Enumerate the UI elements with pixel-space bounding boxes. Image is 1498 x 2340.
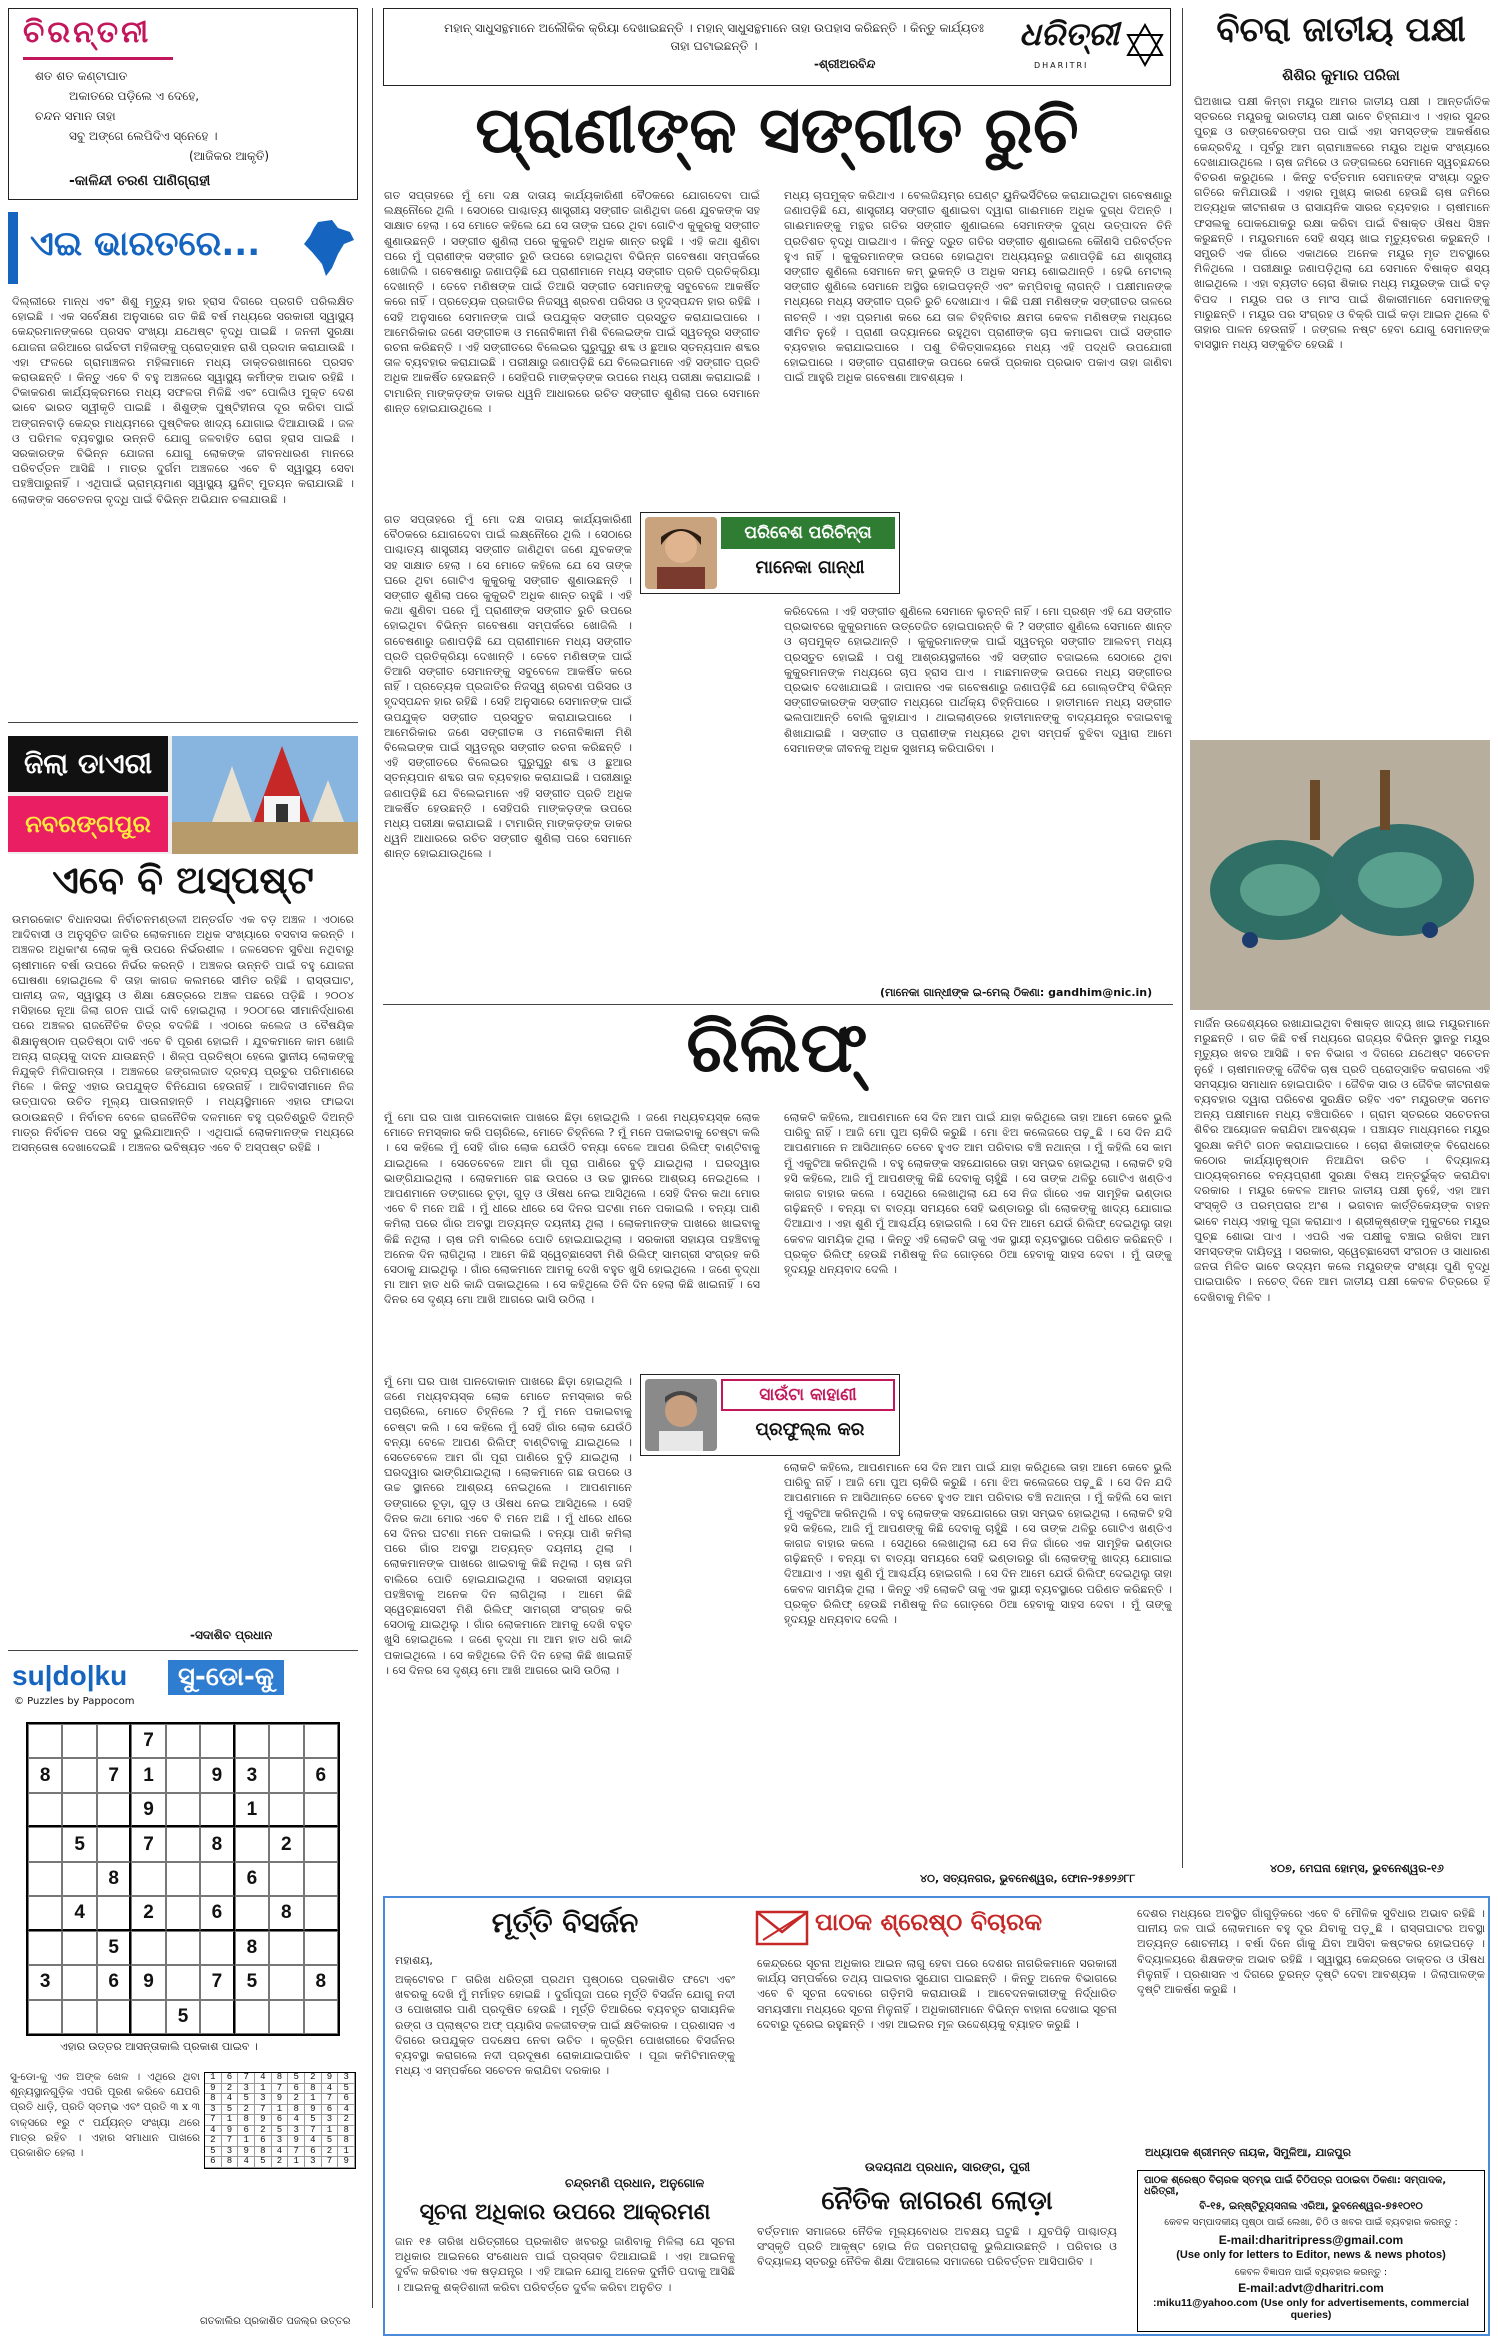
answer-cell: 5 [322, 2136, 339, 2147]
answer-cell: 3 [272, 2136, 289, 2147]
sudoku-cell[interactable] [304, 1724, 338, 1758]
bichara-pakshi-text-2: ମାର୍ଜିନ ଉଦ୍ଦେଶ୍ୟରେ ରଖାଯାଇଥିବା ବିଷାକ୍ତ ଖାଦ୍ୟ ଖାଇ ମୟୂରମାନେ ମରୁଛନ୍ତି । ଗତ କିଛି ବର୍ଷ ମଧ୍ୟରେ ରାଜ୍ୟର ବିଭିନ୍ନ ସ୍ଥାନରୁ ମୟୂର ମୃତ୍ୟୁର ଖବର ଆସିଛି । ବନ ବିଭାଗ ଏ ଦିଗରେ ଯଥେଷ୍ଟ ସଚେତନ ନୁହେଁ । ଚାଷୀମାନଙ୍କୁ ଜୈବିକ ଚାଷ ପ୍ରତି ପ୍ରୋତ୍ସାହିତ କରାଗଲେ ଏହି ସମସ୍ୟାର ସମାଧାନ ହୋଇପାରିବ । ଜୈବିକ ସାର ଓ ଜୈବିକ କୀଟନାଶକ ବ୍ୟବହାର ଦ୍ୱାରା ପରିବେଶ ସୁରକ୍ଷିତ ରହିବ ଏବଂ ମୟୂରଙ୍କ ସମେତ ଅନ୍ୟ ପକ୍ଷୀମାନେ ମଧ୍ୟ ବଞ୍ଚିପାରିବେ । ଗ୍ରାମ ସ୍ତରରେ ସଚେତନତା ଶିବିର ଆୟୋଜନ କରାଯିବା ଆବଶ୍ୟକ । ପଞ୍ଚାୟତ ମାଧ୍ୟମରେ ମୟୂର ସୁରକ୍ଷା କମିଟି ଗଠନ କରାଯାଇପାରେ । ଚୋରା ଶିକାରୀଙ୍କ ବିରୋଧରେ କଠୋର କାର୍ଯ୍ୟାନୁଷ୍ଠାନ ନିଆଯିବା ଉଚିତ । ବିଦ୍ୟାଳୟ ପାଠ୍ୟକ୍ରମରେ ବନ୍ୟପ୍ରାଣୀ ସୁରକ୍ଷା ବିଷୟ ଅନ୍ତର୍ଭୁକ୍ତ କରାଯିବା ଦରକାର । ମୟୂର କେବଳ ଆମର ଜାତୀୟ ପକ୍ଷୀ ନୁହେଁ, ଏହା ଆମ ସଂସ୍କୃତି ଓ ପରମ୍ପରାର ଅଂଶ । ଭଗବାନ କାର୍ତ୍ତିକେୟଙ୍କ ବାହନ ଭାବେ ମଧ୍ୟ ଏହାକୁ ପୂଜା କରାଯାଏ । ଶ୍ରୀକୃଷ୍ଣଙ୍କ ମୁକୁଟରେ ମୟୂର ପୁଚ୍ଛ ଶୋଭା ପାଏ । ଏପରି ଏକ ପକ୍ଷୀକୁ ବଞ୍ଚାଇ ରଖିବା ଆମ ସମସ୍ତଙ୍କ ଦାୟିତ୍ୱ । ସରକାର, ସ୍ୱେଚ୍ଛାସେବୀ ସଂଗଠନ ଓ ସାଧାରଣ ଜନତା ମିଳିତ ଭାବେ ଉଦ୍ୟମ କଲେ ମୟୂରଙ୍କ ସଂଖ୍ୟା ପୁଣି ବୃଦ୍ଧି ପାଇପାରିବ । ନଚେତ୍ ଦିନେ ଆମ ଜାତୀୟ ପକ୍ଷୀ କେବଳ ଚିତ୍ରରେ ହିଁ ଦେଖିବାକୁ ମିଳିବ । [1194, 1017, 1490, 1304]
masthead-logo: ଧରିତ୍ରୀ [1019, 15, 1119, 53]
sudoku-cell[interactable]: 3 [235, 1758, 269, 1792]
answer-cell: 2 [238, 2105, 255, 2116]
sudoku-cell[interactable] [269, 2000, 303, 2034]
sudoku-cell[interactable] [269, 1965, 303, 1999]
sudoku-cell[interactable] [62, 1793, 96, 1827]
right-letters-author: ଅଧ୍ୟାପକ ଶ୍ରୀମନ୍ତ ନାୟକ, ସିମୁଳିଆ, ଯାଜପୁର [1145, 2146, 1351, 2159]
sudoku-cell[interactable] [166, 1965, 200, 1999]
jilla-diary-banner [8, 736, 358, 854]
sudoku-cell[interactable]: 8 [304, 1965, 338, 1999]
answer-cell: 9 [288, 2136, 305, 2147]
sudoku-cell[interactable] [200, 1862, 234, 1896]
pranink-sangeet-text-3a: ଗତ ସପ୍ତାହରେ ମୁଁ ମୋ ଦକ୍ଷ ଦାତାୟ କାର୍ଯ୍ୟକାରିଣୀ ବୈଠକରେ ଯୋଗଦେବା ପାଇଁ ଲକ୍ଷ୍ନୌରେ ଥିଲି । ସେଠାରେ ପାଶ୍ଚାତ୍ୟ ଶାସ୍ତ୍ରୀୟ ସଙ୍ଗୀତ ଜାଣିଥିବା ଜଣେ ଯୁବକଙ୍କ ସହ ସାକ୍ଷାତ ହେଲା । ସେ ମୋତେ କହିଲେ ଯେ ସେ ତାଙ୍କ ଘରେ ଥିବା ଗୋଟିଏ କୁକୁରକୁ ସଙ୍ଗୀତ ଶୁଣାଉଛନ୍ତି । ସଙ୍ଗୀତ ଶୁଣିଲା ପରେ କୁକୁରଟି ଅଧିକ ଶାନ୍ତ ରହୁଛି । ଏହି କଥା ଶୁଣିବା ପରେ ମୁଁ ପ୍ରାଣୀଙ୍କ ସଙ୍ଗୀତ ରୁଚି ଉପରେ ହୋଇଥିବା ବିଭିନ୍ନ ଗବେଷଣା ସମ୍ପର୍କରେ ଖୋଜିଲି । ଗବେଷଣାରୁ ଜଣାପଡ଼ିଛି ଯେ ପ୍ରାଣୀମାନେ ମଧ୍ୟ ସଙ୍ଗୀତ ପ୍ରତି ପ୍ରତିକ୍ରିୟା ଦେଖାନ୍ତି । ତେବେ ମଣିଷଙ୍କ ପାଇଁ ତିଆରି ସଙ୍ଗୀତ ସେମାନଙ୍କୁ ସବୁବେଳେ ଆକର୍ଷିତ କରେ ନାହିଁ । ପ୍ରତ୍ୟେକ ପ୍ରଜାତିର ନିଜସ୍ୱ ଶ୍ରବଣ ପରିସର ଓ ହୃଦସ୍ପନ୍ଦନ ହାର ରହିଛି । ସେହି ଅନୁସାରେ ସେମାନଙ୍କ ପାଇଁ ଉପଯୁକ୍ତ ସଙ୍ଗୀତ ପ୍ରସ୍ତୁତ କରାଯାଇପାରେ । ଆମେରିକାର ଜଣେ ସଙ୍ଗୀତଜ୍ଞ ଓ ମନୋବିଜ୍ଞାନୀ ମିଶି ବିଲେଇଙ୍କ ପାଇଁ ସ୍ୱତନ୍ତ୍ର ସଙ୍ଗୀତ ରଚନା କରିଛନ୍ତି । ଏହି ସଙ୍ଗୀତରେ ବିଲେଇର ଘୁରୁଘୁରୁ ଶବ୍ଦ ଓ ଛୁଆର ସ୍ତନ୍ୟପାନ ଶବ୍ଦର ତାଳ ବ୍ୟବହାର କରାଯାଇଛି । ପରୀକ୍ଷାରୁ ଜଣାପଡ଼ିଛି ଯେ ବିଲେଇମାନେ ଏହି ସଙ୍ଗୀତ ପ୍ରତି ଅଧିକ ଆକର୍ଷିତ ହେଉଛନ୍ତି । ସେହିପରି ମାଙ୍କଡ଼ଙ୍କ ଉପରେ ମଧ୍ୟ ପରୀକ୍ଷା କରାଯାଇଛି । ଟାମାରିନ୍ ମାଙ୍କଡ଼ଙ୍କ ଡାକର ଧ୍ୱନି ଆଧାରରେ ରଚିତ ସଙ୍ଗୀତ ଶୁଣିଲା ପରେ ସେମାନେ ଶାନ୍ତ ହୋଇଯାଉଥିଲେ । [384, 513, 632, 861]
contact-email-1-note: (Use only for letters to Editor, news & news photos) [1176, 2249, 1446, 2261]
sudoku-answer-note: ଏହାର ଉତ୍ତର ଆସନ୍ତାକାଲି ପ୍ରକାଶ ପାଇବ । [60, 2040, 258, 2053]
contact-ads-note: କେବଳ ବିଜ୍ଞାପନ ପାଇଁ ବ୍ୟବହାର କରନ୍ତୁ : [1234, 2267, 1388, 2278]
answer-cell: 3 [288, 2126, 305, 2137]
chirantani-line-5: (ଆଜିକର ଆକୃତି) [189, 149, 270, 163]
sudoku-cell[interactable] [304, 1862, 338, 1896]
sudoku-cell[interactable] [235, 2000, 269, 2034]
answer-cell: 6 [322, 2105, 339, 2116]
sudoku-cell[interactable] [269, 1793, 303, 1827]
chirantani-line-3: ଚନ୍ଦନ ସମାନ ତାହା [35, 109, 116, 123]
answer-cell: 6 [305, 2147, 322, 2158]
sudoku-cell[interactable] [131, 1862, 165, 1896]
sudoku-cell[interactable] [62, 1965, 96, 1999]
sudoku-cell[interactable] [97, 1896, 131, 1930]
answer-cell: 4 [272, 2147, 289, 2158]
sudoku-cell[interactable] [62, 2000, 96, 2034]
bichara-pakshi-footer: ୪୦୭, ମେଘନା ହୋମ୍ସ, ଭୁବନେଶ୍ୱର-୧୬ [1270, 1862, 1444, 1875]
sudoku-cell[interactable]: 3 [28, 1965, 62, 1999]
sudoku-brand-en: su|do|ku [12, 1660, 128, 1691]
sudoku-cell[interactable]: 9 [131, 1965, 165, 1999]
sannta-author-box [640, 1374, 900, 1456]
sudoku-cell[interactable] [28, 1896, 62, 1930]
quote-box [383, 8, 1171, 86]
parivesh-tag: ପରିବେଶ ପରିଚିନ୍ତା [721, 517, 895, 549]
sannta-tag: ସାଉଁଟା କାହାଣୀ [721, 1379, 895, 1411]
sudoku-brand-od: ସୁ-ଡୋ-କୁ [168, 1660, 284, 1695]
answer-cell: 6 [272, 2115, 289, 2126]
sudoku-cell[interactable] [166, 1827, 200, 1861]
answer-cell: 1 [288, 2157, 305, 2168]
answer-cell: 7 [238, 2073, 255, 2084]
sudoku-cell[interactable] [166, 1724, 200, 1758]
letters-section [383, 1896, 1490, 2336]
sudoku-cell[interactable] [269, 1724, 303, 1758]
contact-email-2[interactable]: E-mail:advt@dharitri.com [1238, 2281, 1384, 2295]
sudoku-cell[interactable] [304, 1827, 338, 1861]
sudoku-cell[interactable]: 9 [200, 1758, 234, 1792]
naitika-text: ବର୍ତ୍ତମାନ ସମାଜରେ ନୈତିକ ମୂଲ୍ୟବୋଧର ଅବକ୍ଷୟ ଘଟୁଛି । ଯୁବପିଢ଼ି ପାଶ୍ଚାତ୍ୟ ସଂସ୍କୃତି ପ୍ରତି ଆକୃଷ୍ଟ ହୋଇ ନିଜ ପରମ୍ପରାକୁ ଭୁଲିଯାଉଛନ୍ତି । ପରିବାର ଓ ବିଦ୍ୟାଳୟ ସ୍ତରରୁ ନୈତିକ ଶିକ୍ଷା ଦିଆଗଲେ ସମାଜରେ ପରିବର୍ତ୍ତନ ଆସିପାରିବ । [757, 2225, 1117, 2269]
answer-cell: 1 [222, 2115, 239, 2126]
answer-cell: 4 [338, 2105, 355, 2116]
ei-bharatare-banner [8, 212, 368, 284]
sudoku-cell[interactable] [166, 1931, 200, 1965]
relief-title: ରିଲିଫ୍ [686, 1006, 868, 1088]
sudoku-cell[interactable] [200, 1931, 234, 1965]
answer-cell: 7 [322, 2157, 339, 2168]
answer-cell: 2 [338, 2115, 355, 2126]
sannta-author: ପ୍ରଫୁଲ୍ଲ କର [755, 1419, 865, 1440]
answer-cell: 6 [288, 2084, 305, 2095]
answer-cell: 4 [305, 2136, 322, 2147]
answer-cell: 2 [272, 2157, 289, 2168]
sudoku-cell[interactable] [97, 1724, 131, 1758]
jilla-diary-label: ଜିଲା ଡାଏରୀ [8, 736, 168, 792]
sudoku-cell[interactable] [235, 1827, 269, 1861]
answer-cell: 8 [238, 2115, 255, 2126]
answer-cell: 5 [338, 2084, 355, 2095]
answer-cell: 1 [322, 2126, 339, 2137]
answer-cell: 6 [205, 2157, 222, 2168]
answer-cell: 5 [238, 2094, 255, 2105]
answer-cell: 8 [338, 2126, 355, 2137]
answer-cell: 9 [272, 2094, 289, 2105]
answer-cell: 8 [288, 2105, 305, 2116]
answer-cell: 8 [305, 2084, 322, 2095]
sudoku-cell[interactable]: 5 [62, 1827, 96, 1861]
sudoku-cell[interactable] [62, 1931, 96, 1965]
sudoku-cell[interactable] [97, 1793, 131, 1827]
answer-cell: 3 [305, 2157, 322, 2168]
answer-cell: 7 [205, 2115, 222, 2126]
sudoku-cell[interactable] [304, 1931, 338, 1965]
sudoku-cell[interactable]: 1 [131, 1758, 165, 1792]
sudoku-cell[interactable] [200, 1724, 234, 1758]
sudoku-cell[interactable] [28, 1931, 62, 1965]
chirantani-line-4: ସବୁ ଅଙ୍ଗେ ଲେପିଦିଏ ସ୍ନେହେ । [69, 129, 218, 143]
sudoku-cell[interactable] [28, 2000, 62, 2034]
answer-cell: 3 [238, 2084, 255, 2095]
pathak-title-wrap [755, 1906, 1125, 1952]
answer-cell: 4 [255, 2073, 272, 2084]
parivesh-author: ମାନେକା ଗାନ୍ଧୀ [755, 557, 865, 578]
naitika-title: ନୈତିକ ଜାଗରଣ ଲୋଡ଼ା [821, 2186, 1053, 2216]
murti-bisarjan-author: ଚନ୍ଦ୍ରମଣି ପ୍ରଧାନ, ଅନୁଗୋଳ [565, 2176, 705, 2190]
answer-cell: 9 [222, 2126, 239, 2137]
answer-cell: 3 [222, 2147, 239, 2158]
right-letters-text: ଦେଶର ମଧ୍ୟରେ ଅବସ୍ଥିତ ଗାଁଗୁଡ଼ିକରେ ଏବେ ବି ମୌଳିକ ସୁବିଧାର ଅଭାବ ରହିଛି । ପାନୀୟ ଜଳ ପାଇଁ ଲୋକମାନେ ବହୁ ଦୂର ଯିବାକୁ ପଡ଼ୁଛି । ରାସ୍ତାଘାଟର ଅବସ୍ଥା ଅତ୍ୟନ୍ତ ଶୋଚନୀୟ । ବର୍ଷା ଦିନେ ଗାଁକୁ ଯିବା ଆସିବା କଷ୍ଟକର ହୋଇପଡ଼େ । ବିଦ୍ୟାଳୟରେ ଶିକ୍ଷକଙ୍କ ଅଭାବ ରହିଛି । ସ୍ୱାସ୍ଥ୍ୟ କେନ୍ଦ୍ରରେ ଡାକ୍ତର ଓ ଔଷଧ ମିଳୁନାହିଁ । ପ୍ରଶାସନ ଏ ଦିଗରେ ତୁରନ୍ତ ଦୃଷ୍ଟି ଦେବା ଆବଶ୍ୟକ । ଜିଲାପାଳଙ୍କ ଦୃଷ୍ଟି ଆକର୍ଷଣ କରୁଛି । [1137, 1907, 1485, 1997]
india-map-icon [298, 218, 358, 278]
answer-cell: 6 [222, 2073, 239, 2084]
answer-cell: 5 [222, 2105, 239, 2116]
sudoku-cell[interactable] [28, 1862, 62, 1896]
answer-cell: 4 [238, 2157, 255, 2168]
star-of-david-icon [1126, 23, 1164, 67]
contact-email-3[interactable]: :miku11@yahoo.com (Use only for advertisements, commercial queries) [1152, 2297, 1469, 2321]
divider [1182, 8, 1183, 1868]
sudoku-cell[interactable] [28, 1827, 62, 1861]
masthead-quote: ମହାନ୍ ସାଧୁସନ୍ଥମାନେ ଅଲୌକିକ କ୍ରିୟା ଦେଖାଇଛନ୍ତି । ମହାନ୍ ସାଧୁସନ୍ଥମାନେ ତାହା ଉପହାସ କରିଛନ୍ତି । କିନ୍ତୁ କାର୍ଯ୍ୟତଃ ତାହା ଘଟାଇଛନ୍ତି । [444, 21, 984, 53]
sudoku-cell[interactable] [97, 2000, 131, 2034]
temple-photo [172, 736, 358, 854]
sudoku-cell[interactable]: 7 [131, 1827, 165, 1861]
chirantani-title-underline [23, 57, 173, 60]
relief-footer: ୪୦, ସତ୍ୟନଗର, ଭୁବନେଶ୍ୱର, ଫୋନ-୨୫୭୨୬୮୮ [920, 1872, 1136, 1885]
ei-bharatare-title: ଏଇ ଭାରତରେ... [30, 224, 261, 264]
chirantani-line-2: ଅକାତରେ ପଡ଼ିଲେ ଏ ଦେହେ, [69, 89, 200, 103]
relief-text-1: ମୁଁ ମୋ ଘର ପାଖ ପାନଦୋକାନ ପାଖରେ ଛିଡ଼ା ହୋଇଥିଲି । ଜଣେ ମଧ୍ୟବୟସ୍କ ଲୋକ ମୋତେ ନମସ୍କାର କରି ପଚାରିଲେ, ମୋତେ ଚିହ୍ନିଲେ ? ମୁଁ ମନେ ପକାଇବାକୁ ଚେଷ୍ଟା କଲି । ସେ କହିଲେ ମୁଁ ସେହି ଗାଁର ଲୋକ ଯେଉଁଠି ବନ୍ୟା ବେଳେ ଆପଣ ରିଲିଫ୍ ବାଣ୍ଟିବାକୁ ଯାଇଥିଲେ । ସେତେବେଳେ ଆମ ଗାଁ ପୂରା ପାଣିରେ ବୁଡ଼ି ଯାଇଥିଲା । ଘରଦ୍ୱାର ଭାଙ୍ଗିଯାଇଥିଲା । ଲୋକମାନେ ଗଛ ଉପରେ ଓ ଉଚ୍ଚ ସ୍ଥାନରେ ଆଶ୍ରୟ ନେଇଥିଲେ । ଆପଣମାନେ ଡଙ୍ଗାରେ ଚୂଡ଼ା, ଗୁଡ଼ ଓ ଔଷଧ ନେଇ ଆସିଥିଲେ । ସେହି ଦିନର କଥା ମୋର ଏବେ ବି ମନେ ଅଛି । ମୁଁ ଧୀରେ ଧୀରେ ସେ ଦିନର ଘଟଣା ମନେ ପକାଇଲି । ବନ୍ୟା ପାଣି କମିଲା ପରେ ଗାଁର ଅବସ୍ଥା ଅତ୍ୟନ୍ତ ଦୟନୀୟ ଥିଲା । ଲୋକମାନଙ୍କ ପାଖରେ ଖାଇବାକୁ କିଛି ନଥିଲା । ଚାଷ ଜମି ବାଲିରେ ପୋତି ହୋଇଯାଇଥିଲା । ସରକାରୀ ସହାୟତା ପହଞ୍ଚିବାକୁ ଅନେକ ଦିନ ଲାଗିଥିଲା । ଆମେ କିଛି ସ୍ୱେଚ୍ଛାସେବୀ ମିଶି ରିଲିଫ୍ ସାମଗ୍ରୀ ସଂଗ୍ରହ କରି ସେଠାକୁ ଯାଇଥିଲୁ । ଗାଁର ଲୋକମାନେ ଆମକୁ ଦେଖି ବହୁତ ଖୁସି ହୋଇଥିଲେ । ଜଣେ ବୃଦ୍ଧା ମା ଆମ ହାତ ଧରି କାନ୍ଦି ପକାଇଥିଲେ । ସେ କହିଥିଲେ ତିନି ଦିନ ହେଲା କିଛି ଖାଇନାହିଁ । ସେ ଦିନର ସେ ଦୃଶ୍ୟ ମୋ ଆଖି ଆଗରେ ଭାସି ଉଠିଲା । [384, 1111, 760, 1307]
answer-cell: 1 [255, 2084, 272, 2095]
answer-cell: 9 [255, 2115, 272, 2126]
sudoku-cell[interactable]: 6 [97, 1965, 131, 1999]
chirantani-author: -କାଳିନ୍ଦୀ ଚରଣ ପାଣିଗ୍ରାହୀ [69, 173, 211, 189]
answer-cell: 7 [305, 2126, 322, 2137]
sudoku-cell[interactable]: 2 [269, 1827, 303, 1861]
answer-cell: 8 [205, 2094, 222, 2105]
answer-cell: 9 [322, 2073, 339, 2084]
chirantani-line-1: ଶତ ଶତ କଣ୍ଟାଘାତ [35, 69, 128, 83]
answer-cell: 9 [305, 2105, 322, 2116]
sudoku-rules: ସୁ-ଡୋ-କୁ ଏକ ଅଙ୍କ ଖେଳ । ଏଥିରେ ଥିବା ଶୂନ୍ୟସ୍ଥାନଗୁଡ଼ିକ ଏପରି ପୂରଣ କରିବେ ଯେପରି ପ୍ରତି ଧାଡ଼ି, ପ୍ରତି ସ୍ତମ୍ଭ ଏବଂ ପ୍ରତି ୩ x ୩ ବାକ୍ସରେ ୧ରୁ ୯ ପର୍ଯ୍ୟନ୍ତ ସଂଖ୍ୟା ଥରେ ମାତ୍ର ରହିବ । ଏହାର ସମାଧାନ ପାଖରେ ପ୍ରକାଶିତ ହେଲା । [10, 2071, 200, 2160]
jilla-diary-district: ନବରଙ୍ଗପୁର [8, 796, 168, 852]
sudoku-cell[interactable]: 8 [97, 1862, 131, 1896]
answer-cell: 8 [338, 2136, 355, 2147]
answer-cell: 8 [255, 2147, 272, 2158]
answer-cell: 3 [205, 2105, 222, 2116]
pathak-title: ପାଠକ ଶ୍ରେଷ୍ଠ ବିଚାରକ [815, 1908, 1043, 1936]
answer-cell: 9 [338, 2157, 355, 2168]
pranink-sangeet-text-2: ମଧ୍ୟ ଚାପମୁକ୍ତ କରିଥାଏ । ବେଲଜିୟମ୍ର ଘେଣ୍ଟ ୟୁନିଭର୍ସିଟିରେ କରାଯାଇଥିବା ଗବେଷଣାରୁ ଜଣାପଡ଼ିଛି ଯେ, ଶାସ୍ତ୍ରୀୟ ସଙ୍ଗୀତ ଶୁଣାଇବା ଦ୍ୱାରା ଗାଈମାନେ ଅଧିକ ଦୁଗ୍ଧ ଦିଅନ୍ତି । ଗାଈମାନଙ୍କୁ ମନ୍ଥର ଗତିର ସଙ୍ଗୀତ ଶୁଣାଇଲେ ସେମାନଙ୍କ ଦୁଗ୍ଧ ଉତ୍ପାଦନ ତିନି ପ୍ରତିଶତ ବୃଦ୍ଧି ପାଇଥାଏ । କିନ୍ତୁ ଦ୍ରୁତ ଗତିର ସଙ୍ଗୀତ ଶୁଣାଇଲେ କୌଣସି ପରିବର୍ତ୍ତନ ହୁଏ ନାହିଁ । କୁକୁରମାନଙ୍କ ଉପରେ ହୋଇଥିବା ଅଧ୍ୟୟନରୁ ଜଣାପଡ଼ିଛି ଯେ ଶାସ୍ତ୍ରୀୟ ସଙ୍ଗୀତ ଶୁଣିଲେ ସେମାନେ କମ୍ ଭୁକନ୍ତି ଓ ଅଧିକ ସମୟ ଶୋଇଥାନ୍ତି । ହେଭି ମେଟାଲ୍ ସଙ୍ଗୀତ ଶୁଣିଲେ ସେମାନେ ଅସ୍ଥିର ହୋଇପଡ଼ନ୍ତି ଏବଂ କମ୍ପିବାକୁ ଲାଗନ୍ତି । ପକ୍ଷୀମାନଙ୍କ ମଧ୍ୟରେ ମଧ୍ୟ ସଙ୍ଗୀତ ପ୍ରତି ରୁଚି ଦେଖାଯାଏ । କିଛି ପକ୍ଷୀ ମଣିଷଙ୍କ ସଙ୍ଗୀତର ତାଳରେ ନାଚନ୍ତି । ଏହା ପ୍ରମାଣ କରେ ଯେ ତାଳ ଚିହ୍ନିବାର କ୍ଷମତା କେବଳ ମଣିଷଙ୍କ ମଧ୍ୟରେ ସୀମିତ ନୁହେଁ । ପ୍ରାଣୀ ଉଦ୍ୟାନରେ ରହୁଥିବା ପ୍ରାଣୀଙ୍କ ଚାପ କମାଇବା ପାଇଁ ସଙ୍ଗୀତ ବ୍ୟବହାର କରାଯାଇପାରେ । ପଶୁ ଚିକିତ୍ସାଳୟରେ ମଧ୍ୟ ଏହି ପଦ୍ଧତି ଉପଯୋଗୀ ହୋଇପାରେ । ସଙ୍ଗୀତ ପ୍ରାଣୀଙ୍କ ଉପରେ କେଉଁ ପ୍ରକାର ପ୍ରଭାବ ପକାଏ ତାହା ଜାଣିବା ପାଇଁ ଆହୁରି ଅଧିକ ଗବେଷଣା ଆବଶ୍ୟକ । [784, 189, 1172, 385]
sudoku-cell[interactable]: 8 [28, 1758, 62, 1792]
answer-cell: 4 [222, 2094, 239, 2105]
sudoku-cell[interactable]: 8 [269, 1896, 303, 1930]
pranink-sangeet-text-3: କରିଦେଲେ । ଏହି ସଙ୍ଗୀତ ଶୁଣିଲେ ସେମାନେ ଲୁଚନ୍ତି ନାହିଁ । ମୋ ପ୍ରଶ୍ନ ଏହି ଯେ ସଙ୍ଗୀତ ପ୍ରଭାବରେ କୁକୁରମାନେ ଉତ୍ତେଜିତ ହୋଇପାରନ୍ତି କି ? ସଙ୍ଗୀତ ଶୁଣିଲେ ସେମାନେ ଶାନ୍ତ ଓ ଚାପମୁକ୍ତ ହୋଇଥାନ୍ତି । କୁକୁରମାନଙ୍କ ପାଇଁ ସ୍ୱତନ୍ତ୍ର ସଙ୍ଗୀତ ଆଲବମ୍ ମଧ୍ୟ ପ୍ରସ୍ତୁତ ହୋଇଛି । ପଶୁ ଆଶ୍ରୟସ୍ଥଳୀରେ ଏହି ସଙ୍ଗୀତ ବଜାଇଲେ ସେଠାରେ ଥିବା କୁକୁରମାନଙ୍କ ମଧ୍ୟରେ ଚାପ ହ୍ରାସ ପାଏ । ମାଛମାନଙ୍କ ଉପରେ ମଧ୍ୟ ସଙ୍ଗୀତର ପ୍ରଭାବ ଦେଖାଯାଇଛି । ଜାପାନର ଏକ ଗବେଷଣାରୁ ଜଣାପଡ଼ିଛି ଯେ ଗୋଲ୍ଡଫିସ୍ ବିଭିନ୍ନ ସଙ୍ଗୀତକାରଙ୍କ ସଙ୍ଗୀତ ମଧ୍ୟରେ ପାର୍ଥକ୍ୟ ଚିହ୍ନିପାରେ । ହାତୀମାନେ ମଧ୍ୟ ସଙ୍ଗୀତ ଭଲପାଆନ୍ତି ବୋଲି କୁହାଯାଏ । ଥାଇଲାଣ୍ଡରେ ହାତୀମାନଙ୍କୁ ବାଦ୍ୟଯନ୍ତ୍ର ବଜାଇବାକୁ ଶିଖାଯାଇଛି । ସଙ୍ଗୀତ ଓ ପ୍ରାଣୀଙ୍କ ମଧ୍ୟରେ ଥିବା ସମ୍ପର୍କ ବୁଝିବା ଦ୍ୱାରା ଆମେ ସେମାନଙ୍କ ଜୀବନକୁ ଅଧିକ ସୁଖମୟ କରିପାରିବା । [784, 605, 1172, 755]
suchana-text: ଜାନ ୧୫ ତାରିଖ ଧରିତ୍ରୀରେ ପ୍ରକାଶିତ ଖବରରୁ ଜାଣିବାକୁ ମିଳିଲା ଯେ ସୂଚନା ଅଧିକାର ଆଇନରେ ସଂଶୋଧନ ପାଇଁ ପ୍ରସ୍ତାବ ଦିଆଯାଇଛି । ଏହା ଆଇନକୁ ଦୁର୍ବଳ କରିବାର ଏକ ଷଡ଼ଯନ୍ତ୍ର । ଏହି ଆଇନ ଯୋଗୁ ଅନେକ ଦୁର୍ନୀତି ପଦାକୁ ଆସିଛି । ଆଇନକୁ ଶକ୍ତିଶାଳୀ କରିବା ପରିବର୍ତ୍ତେ ଦୁର୍ବଳ କରିବା ଅନୁଚିତ । [395, 2235, 735, 2294]
chirantani-box [8, 8, 358, 200]
answer-cell: 1 [272, 2105, 289, 2116]
sudoku-grid[interactable] [26, 1722, 340, 2036]
answer-cell: 2 [222, 2084, 239, 2095]
relief-text-2: ଲୋକଟି କହିଲେ, ଆପଣମାନେ ସେ ଦିନ ଆମ ପାଇଁ ଯାହା କରିଥିଲେ ତାହା ଆମେ କେବେ ଭୁଲି ପାରିବୁ ନାହିଁ । ଆଜି ମୋ ପୁଅ ଚାକିରି କରୁଛି । ମୋ ଝିଅ କଲେଜରେ ପଢ଼ୁଛି । ସେ ଦିନ ଯଦି ଆପଣମାନେ ନ ଆସିଥାନ୍ତେ ତେବେ ହୁଏତ ଆମ ପରିବାର ବଞ୍ଚି ନଥାନ୍ତା । ମୁଁ କହିଲି ସେ କାମ ମୁଁ ଏକୁଟିଆ କରିନଥିଲି । ବହୁ ଲୋକଙ୍କ ସହଯୋଗରେ ତାହା ସମ୍ଭବ ହୋଇଥିଲା । ଲୋକଟି ହସି ହସି କହିଲେ, ଆଜି ମୁଁ ଆପଣଙ୍କୁ କିଛି ଦେବାକୁ ଚାହୁଁଛି । ସେ ତାଙ୍କ ଥଳିରୁ ଗୋଟିଏ ଖଣ୍ଡିଏ କାଗଜ ବାହାର କଲେ । ସେଥିରେ ଲେଖାଥିଲା ଯେ ସେ ନିଜ ଗାଁରେ ଏକ ସାମୂହିକ ଭଣ୍ଡାର ଗଢ଼ିଛନ୍ତି । ବନ୍ୟା ବା ବାତ୍ୟା ସମୟରେ ସେହି ଭଣ୍ଡାରରୁ ଗାଁ ଲୋକଙ୍କୁ ଖାଦ୍ୟ ଯୋଗାଇ ଦିଆଯାଏ । ଏହା ଶୁଣି ମୁଁ ଆଶ୍ଚର୍ଯ୍ୟ ହୋଇଗଲି । ସେ ଦିନ ଆମେ ଯେଉଁ ରିଲିଫ୍ ଦେଇଥିଲୁ ତାହା କେବଳ ସାମୟିକ ଥିଲା । କିନ୍ତୁ ଏହି ଲୋକଟି ତାକୁ ଏକ ସ୍ଥାୟୀ ବ୍ୟବସ୍ଥାରେ ପରିଣତ କରିଛନ୍ତି । ପ୍ରକୃତ ରିଲିଫ୍ ହେଉଛି ମଣିଷକୁ ନିଜ ଗୋଡ଼ରେ ଠିଆ ହେବାକୁ ସାହସ ଦେବା । ମୁଁ ତାଙ୍କୁ ହୃଦୟରୁ ଧନ୍ୟବାଦ ଦେଲି । [784, 1111, 1172, 1277]
answer-cell: 3 [338, 2073, 355, 2084]
sudoku-cell[interactable] [62, 1862, 96, 1896]
contact-address-label: ପାଠକ ଶ୍ରେଷ୍ଠ ବିଚାରକ ସ୍ତମ୍ଭ ପାଇଁ ଚିଠିପତ୍ର ପଠାଇବା ଠିକଣା: ସମ୍ପାଦକ, ଧରିତ୍ରୀ, [1144, 2175, 1447, 2197]
sudoku-cell[interactable] [304, 1896, 338, 1930]
answer-cell: 1 [205, 2073, 222, 2084]
answer-cell: 9 [238, 2147, 255, 2158]
sudoku-cell[interactable] [200, 1793, 234, 1827]
answer-cell: 3 [322, 2115, 339, 2126]
relief-text-3: ମୁଁ ମୋ ଘର ପାଖ ପାନଦୋକାନ ପାଖରେ ଛିଡ଼ା ହୋଇଥିଲି । ଜଣେ ମଧ୍ୟବୟସ୍କ ଲୋକ ମୋତେ ନମସ୍କାର କରି ପଚାରିଲେ, ମୋତେ ଚିହ୍ନିଲେ ? ମୁଁ ମନେ ପକାଇବାକୁ ଚେଷ୍ଟା କଲି । ସେ କହିଲେ ମୁଁ ସେହି ଗାଁର ଲୋକ ଯେଉଁଠି ବନ୍ୟା ବେଳେ ଆପଣ ରିଲିଫ୍ ବାଣ୍ଟିବାକୁ ଯାଇଥିଲେ । ସେତେବେଳେ ଆମ ଗାଁ ପୂରା ପାଣିରେ ବୁଡ଼ି ଯାଇଥିଲା । ଘରଦ୍ୱାର ଭାଙ୍ଗିଯାଇଥିଲା । ଲୋକମାନେ ଗଛ ଉପରେ ଓ ଉଚ୍ଚ ସ୍ଥାନରେ ଆଶ୍ରୟ ନେଇଥିଲେ । ଆପଣମାନେ ଡଙ୍ଗାରେ ଚୂଡ଼ା, ଗୁଡ଼ ଓ ଔଷଧ ନେଇ ଆସିଥିଲେ । ସେହି ଦିନର କଥା ମୋର ଏବେ ବି ମନେ ଅଛି । ମୁଁ ଧୀରେ ଧୀରେ ସେ ଦିନର ଘଟଣା ମନେ ପକାଇଲି । ବନ୍ୟା ପାଣି କମିଲା ପରେ ଗାଁର ଅବସ୍ଥା ଅତ୍ୟନ୍ତ ଦୟନୀୟ ଥିଲା । ଲୋକମାନଙ୍କ ପାଖରେ ଖାଇବାକୁ କିଛି ନଥିଲା । ଚାଷ ଜମି ବାଲିରେ ପୋତି ହୋଇଯାଇଥିଲା । ସରକାରୀ ସହାୟତା ପହଞ୍ଚିବାକୁ ଅନେକ ଦିନ ଲାଗିଥିଲା । ଆମେ କିଛି ସ୍ୱେଚ୍ଛାସେବୀ ମିଶି ରିଲିଫ୍ ସାମଗ୍ରୀ ସଂଗ୍ରହ କରି ସେଠାକୁ ଯାଇଥିଲୁ । ଗାଁର ଲୋକମାନେ ଆମକୁ ଦେଖି ବହୁତ ଖୁସି ହୋଇଥିଲେ । ଜଣେ ବୃଦ୍ଧା ମା ଆମ ହାତ ଧରି କାନ୍ଦି ପକାଇଥିଲେ । ସେ କହିଥିଲେ ତିନି ଦିନ ହେଲା କିଛି ଖାଇନାହିଁ । ସେ ଦିନର ସେ ଦୃଶ୍ୟ ମୋ ଆଖି ଆଗରେ ଭାସି ଉଠିଲା । [384, 1375, 632, 1677]
sudoku-cell[interactable] [131, 1931, 165, 1965]
answer-cell: 1 [338, 2147, 355, 2158]
ebe-bi-aspashta-text: ଉମରକୋଟ ବିଧାନସଭା ନିର୍ବାଚନମଣ୍ଡଳୀ ଅନ୍ତର୍ଗତ ଏକ ବଡ଼ ଅଞ୍ଚଳ । ଏଠାରେ ଆଦିବାସୀ ଓ ଅନୁସୂଚିତ ଜାତିର ଲୋକମାନେ ଅଧିକ ସଂଖ୍ୟାରେ ବସବାସ କରନ୍ତି । ଅଞ୍ଚଳର ଅଧିକାଂଶ ଲୋକ କୃଷି ଉପରେ ନିର୍ଭରଶୀଳ । ଜଳସେଚନ ସୁବିଧା ନଥିବାରୁ ଚାଷୀମାନେ ବର୍ଷା ଉପରେ ନିର୍ଭର କରନ୍ତି । ଅଞ୍ଚଳର ଉନ୍ନତି ପାଇଁ ବହୁ ଯୋଜନା ଘୋଷଣା ହୋଇଥିଲେ ବି ତାହା କାଗଜ କଲମରେ ସୀମିତ ରହିଛି । ରାସ୍ତାଘାଟ, ପାନୀୟ ଜଳ, ସ୍ୱାସ୍ଥ୍ୟ ଓ ଶିକ୍ଷା କ୍ଷେତ୍ରରେ ଅଞ୍ଚଳ ପଛରେ ପଡ଼ିଛି । ୨୦୦୪ ମସିହାରେ ନୂଆ ଜିଲା ଗଠନ ପାଇଁ ଦାବି ହୋଇଥିଲା । ୨୦୦୮ରେ ସୀମାନିର୍ଦ୍ଧାରଣ ପରେ ଅଞ୍ଚଳର ରାଜନୈତିକ ଚିତ୍ର ବଦଳିଛି । ଏଠାରେ କଲେଜ ଓ ବୈଷୟିକ ଶିକ୍ଷାନୁଷ୍ଠାନ ପ୍ରତିଷ୍ଠା ଦାବି ଏବେ ବି ପୂରଣ ହୋଇନି । ଯୁବକମାନେ କାମ ଖୋଜି ଅନ୍ୟ ରାଜ୍ୟକୁ ଦାଦନ ଯାଉଛନ୍ତି । ଶିଳ୍ପ ପ୍ରତିଷ୍ଠା ହେଲେ ସ୍ଥାନୀୟ ଲୋକଙ୍କୁ ନିଯୁକ୍ତି ମିଳିପାରନ୍ତା । ଅଞ୍ଚଳରେ ଜଙ୍ଗଲଜାତ ଦ୍ରବ୍ୟ ପ୍ରଚୁର ପରିମାଣରେ ମିଳେ । କିନ୍ତୁ ଏହାର ଉପଯୁକ୍ତ ବିନିଯୋଗ ହେଉନାହିଁ । ଆଦିବାସୀମାନେ ନିଜ ଉତ୍ପାଦର ଉଚିତ ମୂଲ୍ୟ ପାଉନାହାନ୍ତି । ମଧ୍ୟସ୍ଥିମାନେ ଏହାର ଫାଇଦା ଉଠାଉଛନ୍ତି । ନିର୍ବାଚନ ବେଳେ ରାଜନୈତିକ ଦଳମାନେ ବହୁ ପ୍ରତିଶ୍ରୁତି ଦିଅନ୍ତି ମାତ୍ର ନିର୍ବାଚନ ପରେ ସବୁ ଭୁଲିଯାଆନ୍ତି । ଏଥିପାଇଁ ଲୋକମାନଙ୍କ ମଧ୍ୟରେ ଅସନ୍ତୋଷ ଦେଖାଦେଇଛି । ଅଞ୍ଚଳର ଭବିଷ୍ୟତ ଏବେ ବି ଅସ୍ପଷ୍ଟ ରହିଛି । [12, 913, 354, 1155]
answer-cell: 5 [305, 2115, 322, 2126]
sudoku-cell[interactable]: 7 [131, 1724, 165, 1758]
sudoku-cell[interactable]: 5 [166, 2000, 200, 2034]
answer-cell: 5 [205, 2147, 222, 2158]
ebe-bi-aspashta-title: ଏବେ ବି ଅସ୍ପଷ୍ଟ [52, 858, 314, 902]
answer-cell: 2 [305, 2073, 322, 2084]
sudoku-cell[interactable] [97, 1827, 131, 1861]
sudoku-cell[interactable]: 7 [200, 1965, 234, 1999]
sudoku-cell[interactable]: 7 [97, 1758, 131, 1792]
sudoku-cell[interactable] [28, 1793, 62, 1827]
pranink-sangeet-text-1: ଗତ ସପ୍ତାହରେ ମୁଁ ମୋ ଦକ୍ଷ ଦାତାୟ କାର୍ଯ୍ୟକାରିଣୀ ବୈଠକରେ ଯୋଗଦେବା ପାଇଁ ଲକ୍ଷ୍ନୌରେ ଥିଲି । ସେଠାରେ ପାଶ୍ଚାତ୍ୟ ଶାସ୍ତ୍ରୀୟ ସଙ୍ଗୀତ ଜାଣିଥିବା ଜଣେ ଯୁବକଙ୍କ ସହ ସାକ୍ଷାତ ହେଲା । ସେ ମୋତେ କହିଲେ ଯେ ସେ ତାଙ୍କ ଘରେ ଥିବା ଗୋଟିଏ କୁକୁରକୁ ସଙ୍ଗୀତ ଶୁଣାଉଛନ୍ତି । ସଙ୍ଗୀତ ଶୁଣିଲା ପରେ କୁକୁରଟି ଅଧିକ ଶାନ୍ତ ରହୁଛି । ଏହି କଥା ଶୁଣିବା ପରେ ମୁଁ ପ୍ରାଣୀଙ୍କ ସଙ୍ଗୀତ ରୁଚି ଉପରେ ହୋଇଥିବା ବିଭିନ୍ନ ଗବେଷଣା ସମ୍ପର୍କରେ ଖୋଜିଲି । ଗବେଷଣାରୁ ଜଣାପଡ଼ିଛି ଯେ ପ୍ରାଣୀମାନେ ମଧ୍ୟ ସଙ୍ଗୀତ ପ୍ରତି ପ୍ରତିକ୍ରିୟା ଦେଖାନ୍ତି । ତେବେ ମଣିଷଙ୍କ ପାଇଁ ତିଆରି ସଙ୍ଗୀତ ସେମାନଙ୍କୁ ସବୁବେଳେ ଆକର୍ଷିତ କରେ ନାହିଁ । ପ୍ରତ୍ୟେକ ପ୍ରଜାତିର ନିଜସ୍ୱ ଶ୍ରବଣ ପରିସର ଓ ହୃଦସ୍ପନ୍ଦନ ହାର ରହିଛି । ସେହି ଅନୁସାରେ ସେମାନଙ୍କ ପାଇଁ ଉପଯୁକ୍ତ ସଙ୍ଗୀତ ପ୍ରସ୍ତୁତ କରାଯାଇପାରେ । ଆମେରିକାର ଜଣେ ସଙ୍ଗୀତଜ୍ଞ ଓ ମନୋବିଜ୍ଞାନୀ ମିଶି ବିଲେଇଙ୍କ ପାଇଁ ସ୍ୱତନ୍ତ୍ର ସଙ୍ଗୀତ ରଚନା କରିଛନ୍ତି । ଏହି ସଙ୍ଗୀତରେ ବିଲେଇର ଘୁରୁଘୁରୁ ଶବ୍ଦ ଓ ଛୁଆର ସ୍ତନ୍ୟପାନ ଶବ୍ଦର ତାଳ ବ୍ୟବହାର କରାଯାଇଛି । ପରୀକ୍ଷାରୁ ଜଣାପଡ଼ିଛି ଯେ ବିଲେଇମାନେ ଏହି ସଙ୍ଗୀତ ପ୍ରତି ଅଧିକ ଆକର୍ଷିତ ହେଉଛନ୍ତି । ସେହିପରି ମାଙ୍କଡ଼ଙ୍କ ଉପରେ ମଧ୍ୟ ପରୀକ୍ଷା କରାଯାଇଛି । ଟାମାରିନ୍ ମାଙ୍କଡ଼ଙ୍କ ଡାକର ଧ୍ୱନି ଆଧାରରେ ରଚିତ ସଙ୍ଗୀତ ଶୁଣିଲା ପରେ ସେମାନେ ଶାନ୍ତ ହୋଇଯାଉଥିଲେ । [384, 189, 760, 415]
sudoku-cell[interactable] [235, 1896, 269, 1930]
answer-cell: 6 [255, 2136, 272, 2147]
masthead-quote-author: -ଶ୍ରୀଅରବିନ୍ଦ [814, 57, 876, 71]
answer-cell: 5 [272, 2126, 289, 2137]
contact-address: ବି-୧୫, ଇନ୍ଷ୍ଟିଚ୍ୟୁସନାଲ ଏରିଆ, ଭୁବନେଶ୍ୱର-୭୫୧୦୧୦ [1199, 2201, 1423, 2212]
murti-bisarjan-title: ମୂର୍ତ୍ତି ବିସର୍ଜନ [491, 1906, 639, 1939]
sudoku-prev-label: ଗତକାଲିର ପ୍ରକାଶିତ ପଜଲ୍‌ର ଉତ୍ତର [200, 2316, 351, 2327]
envelope-icon [755, 1910, 809, 1946]
sudoku-cell[interactable] [166, 1896, 200, 1930]
relief-text-4: ଲୋକଟି କହିଲେ, ଆପଣମାନେ ସେ ଦିନ ଆମ ପାଇଁ ଯାହା କରିଥିଲେ ତାହା ଆମେ କେବେ ଭୁଲି ପାରିବୁ ନାହିଁ । ଆଜି ମୋ ପୁଅ ଚାକିରି କରୁଛି । ମୋ ଝିଅ କଲେଜରେ ପଢ଼ୁଛି । ସେ ଦିନ ଯଦି ଆପଣମାନେ ନ ଆସିଥାନ୍ତେ ତେବେ ହୁଏତ ଆମ ପରିବାର ବଞ୍ଚି ନଥାନ୍ତା । ମୁଁ କହିଲି ସେ କାମ ମୁଁ ଏକୁଟିଆ କରିନଥିଲି । ବହୁ ଲୋକଙ୍କ ସହଯୋଗରେ ତାହା ସମ୍ଭବ ହୋଇଥିଲା । ଲୋକଟି ହସି ହସି କହିଲେ, ଆଜି ମୁଁ ଆପଣଙ୍କୁ କିଛି ଦେବାକୁ ଚାହୁଁଛି । ସେ ତାଙ୍କ ଥଳିରୁ ଗୋଟିଏ ଖଣ୍ଡିଏ କାଗଜ ବାହାର କଲେ । ସେଥିରେ ଲେଖାଥିଲା ଯେ ସେ ନିଜ ଗାଁରେ ଏକ ସାମୂହିକ ଭଣ୍ଡାର ଗଢ଼ିଛନ୍ତି । ବନ୍ୟା ବା ବାତ୍ୟା ସମୟରେ ସେହି ଭଣ୍ଡାରରୁ ଗାଁ ଲୋକଙ୍କୁ ଖାଦ୍ୟ ଯୋଗାଇ ଦିଆଯାଏ । ଏହା ଶୁଣି ମୁଁ ଆଶ୍ଚର୍ଯ୍ୟ ହୋଇଗଲି । ସେ ଦିନ ଆମେ ଯେଉଁ ରିଲିଫ୍ ଦେଇଥିଲୁ ତାହା କେବଳ ସାମୟିକ ଥିଲା । କିନ୍ତୁ ଏହି ଲୋକଟି ତାକୁ ଏକ ସ୍ଥାୟୀ ବ୍ୟବସ୍ଥାରେ ପରିଣତ କରିଛନ୍ତି । ପ୍ରକୃତ ରିଲିଫ୍ ହେଉଛି ମଣିଷକୁ ନିଜ ଗୋଡ଼ରେ ଠିଆ ହେବାକୁ ସାହସ ଦେବା । ମୁଁ ତାଙ୍କୁ ହୃଦୟରୁ ଧନ୍ୟବାଦ ଦେଲି । [784, 1461, 1172, 1627]
sudoku-cell[interactable] [269, 1931, 303, 1965]
answer-cell: 6 [238, 2126, 255, 2137]
answer-cell: 5 [255, 2157, 272, 2168]
sudoku-cell[interactable] [166, 1793, 200, 1827]
divider [8, 722, 358, 723]
sudoku-cell[interactable] [131, 2000, 165, 2034]
sudoku-cell[interactable]: 8 [235, 1931, 269, 1965]
sudoku-cell[interactable] [62, 1724, 96, 1758]
ebe-bi-aspashta-author: -ସଦାଶିବ ପ୍ରଧାନ [190, 1628, 273, 1642]
parivesh-author-box [640, 512, 900, 594]
answer-cell: 2 [322, 2147, 339, 2158]
sudoku-cell[interactable]: 6 [200, 1896, 234, 1930]
sudoku-cell[interactable] [166, 1862, 200, 1896]
sudoku-cell[interactable] [269, 1862, 303, 1896]
sudoku-cell[interactable] [166, 1758, 200, 1792]
answer-cell: 1 [238, 2136, 255, 2147]
answer-cell: 2 [288, 2094, 305, 2105]
pranink-sangeet-footer: (ମାନେକା ଗାନ୍ଧୀଙ୍କ ଇ-ମେଲ୍ ଠିକଣା: gandhim@nic.in) [880, 986, 1153, 999]
contact-box [1137, 2170, 1485, 2332]
sudoku-cell[interactable]: 5 [97, 1931, 131, 1965]
divider [372, 8, 373, 2308]
sudoku-cell[interactable] [269, 1758, 303, 1792]
sudoku-cell[interactable] [304, 1793, 338, 1827]
sudoku-cell[interactable]: 5 [235, 1965, 269, 1999]
sudoku-cell[interactable]: 9 [131, 1793, 165, 1827]
answer-cell: 2 [255, 2126, 272, 2137]
answer-cell: 4 [322, 2084, 339, 2095]
answer-cell: 6 [338, 2094, 355, 2105]
masthead-logo-sub: DHARITRI [1034, 61, 1089, 70]
dead-peacocks-photo [1190, 740, 1490, 1010]
answer-cell: 7 [288, 2147, 305, 2158]
divider [383, 1004, 1173, 1005]
sudoku-credit: © Puzzles by Pappocom [14, 1696, 135, 1707]
murti-bisarjan-text: ଅକ୍ଟୋବର ୮ ତାରିଖ ଧରିତ୍ରୀ ପ୍ରଥମ ପୃଷ୍ଠାରେ ପ୍ରକାଶିତ ଫଟୋ ଏବଂ ଖବରକୁ ଦେଖି ମୁଁ ମର୍ମାହତ ହୋଇଛି । ଦୁର୍ଗାପୂଜା ପରେ ମୂର୍ତ୍ତି ବିସର୍ଜନ ଯୋଗୁ ନଦୀ ଓ ପୋଖରୀର ପାଣି ପ୍ରଦୂଷିତ ହେଉଛି । ମୂର୍ତ୍ତି ତିଆରିରେ ବ୍ୟବହୃତ ରାସାୟନିକ ରଙ୍ଗ ଓ ପ୍ଲାଷ୍ଟର ଅଫ୍ ପ୍ୟାରିସ ଜଳଜୀବଙ୍କ ପାଇଁ କ୍ଷତିକାରକ । ପ୍ରଶାସନ ଏ ଦିଗରେ ଉପଯୁକ୍ତ ପଦକ୍ଷେପ ନେବା ଉଚିତ । କୃତ୍ରିମ ପୋଖରୀରେ ବିସର୍ଜନର ବ୍ୟବସ୍ଥା କରାଗଲେ ନଦୀ ପ୍ରଦୂଷଣ ରୋକାଯାଇପାରିବ । ପୂଜା କମିଟିମାନଙ୍କୁ ମଧ୍ୟ ଏ ସମ୍ପର୍କରେ ସଚେତନ କରାଯିବା ଦରକାର । [395, 1973, 735, 2078]
bichara-pakshi-text-1: ଘିଅଖାଇ ପକ୍ଷୀ କିମ୍ବା ମୟୂର ଆମର ଜାତୀୟ ପକ୍ଷୀ । ଆନ୍ତର୍ଜାତିକ ସ୍ତରରେ ମୟୂରକୁ ଭାରତୀୟ ପକ୍ଷୀ ଭାବେ ଚିହ୍ନାଯାଏ । ଏହାର ସୁନ୍ଦର ପୁଚ୍ଛ ଓ ରଙ୍ଗବେରଙ୍ଗ ପର ପାଇଁ ଏହା ସମସ୍ତଙ୍କ ଆକର୍ଷଣର କେନ୍ଦ୍ରବିନ୍ଦୁ । ପୂର୍ବରୁ ଆମ ଗ୍ରାମାଞ୍ଚଳରେ ମୟୂର ଅଧିକ ସଂଖ୍ୟାରେ ଦେଖାଯାଉଥିଲେ । ଚାଷ ଜମିରେ ଓ ଜଙ୍ଗଲରେ ସେମାନେ ସ୍ୱଚ୍ଛନ୍ଦରେ ବିଚରଣ କରୁଥିଲେ । କିନ୍ତୁ ବର୍ତ୍ତମାନ ସେମାନଙ୍କ ସଂଖ୍ୟା ଦ୍ରୁତ ଗତିରେ କମିଯାଉଛି । ଏହାର ମୁଖ୍ୟ କାରଣ ହେଉଛି ଚାଷ ଜମିରେ ଅତ୍ୟଧିକ କୀଟନାଶକ ଓ ରାସାୟନିକ ସାରର ବ୍ୟବହାର । ଚାଷୀମାନେ ଫସଲକୁ ପୋକଯୋକରୁ ରକ୍ଷା କରିବା ପାଇଁ ବିଷାକ୍ତ ଔଷଧ ସିଞ୍ଚନ କରୁଛନ୍ତି । ମୟୂରମାନେ ସେହି ଶସ୍ୟ ଖାଇ ମୃତ୍ୟୁବରଣ କରୁଛନ୍ତି । ସମ୍ପ୍ରତି ଏକ ଗାଁରେ ଏକାଥରେ ଅନେକ ମୟୂର ମୃତ ଅବସ୍ଥାରେ ମିଳିଥିଲେ । ପରୀକ୍ଷାରୁ ଜଣାପଡ଼ିଥିଲା ଯେ ସେମାନେ ବିଷାକ୍ତ ଶସ୍ୟ ଖାଇଥିଲେ । ଏହା ବ୍ୟତୀତ ଚୋରା ଶିକାର ମଧ୍ୟ ମୟୂରଙ୍କ ପାଇଁ ବଡ଼ ବିପଦ । ମୟୂର ପର ଓ ମାଂସ ପାଇଁ ଶିକାରୀମାନେ ସେମାନଙ୍କୁ ମାରୁଛନ୍ତି । ମୟୂର ପର ସଂଗ୍ରହ ଓ ବିକ୍ରି ପାଇଁ କଡ଼ା ଆଇନ ଥିଲେ ବି ତାହାର ପାଳନ ହେଉନାହିଁ । ଜଙ୍ଗଲ ନଷ୍ଟ ହେବା ଯୋଗୁ ସେମାନଙ୍କ ବାସସ୍ଥାନ ମଧ୍ୟ ସଙ୍କୁଚିତ ହେଉଛି । [1194, 95, 1490, 352]
answer-cell: 7 [255, 2105, 272, 2116]
sudoku-cell[interactable]: 1 [235, 1793, 269, 1827]
answer-cell: 9 [205, 2084, 222, 2095]
ei-bharatare-text: ଦିଲ୍ଲୀରେ ମାନ୍ଧ ଏବଂ ଶିଶୁ ମୃତ୍ୟୁ ହାର ହ୍ରାସ ଦିଗରେ ପ୍ରଗତି ପରିଲକ୍ଷିତ ହୋଇଛି । ଏକ ସର୍ବେକ୍ଷଣ ଅନୁସାରେ ଗତ କିଛି ବର୍ଷ ମଧ୍ୟରେ ସରକାରୀ ସ୍ୱାସ୍ଥ୍ୟ କେନ୍ଦ୍ରମାନଙ୍କରେ ପ୍ରସବ ସଂଖ୍ୟା ଯଥେଷ୍ଟ ବୃଦ୍ଧି ପାଇଛି । ଜନନୀ ସୁରକ୍ଷା ଯୋଜନା ଜରିଆରେ ଗର୍ଭବତୀ ମହିଳାଙ୍କୁ ପ୍ରୋତ୍ସାହନ ରାଶି ପ୍ରଦାନ କରାଯାଉଛି । ଏହା ଫଳରେ ଗ୍ରାମାଞ୍ଚଳର ମହିଳାମାନେ ମଧ୍ୟ ଡାକ୍ତରଖାନାରେ ପ୍ରସବ କରାଉଛନ୍ତି । କିନ୍ତୁ ଏବେ ବି ବହୁ ଅଞ୍ଚଳରେ ସ୍ୱାସ୍ଥ୍ୟ କର୍ମୀଙ୍କ ଅଭାବ ରହିଛି । ଟିକାକରଣ କାର୍ଯ୍ୟକ୍ରମରେ ମଧ୍ୟ ସଫଳତା ମିଳିଛି ଏବଂ ପୋଲିଓ ମୁକ୍ତ ଦେଶ ଭାବେ ଭାରତ ସ୍ୱୀକୃତି ପାଇଛି । ଶିଶୁଙ୍କ ପୁଷ୍ଟିହୀନତା ଦୂର କରିବା ପାଇଁ ଅଙ୍ଗନବାଡ଼ି କେନ୍ଦ୍ର ମାଧ୍ୟମରେ ପୁଷ୍ଟିକର ଖାଦ୍ୟ ଯୋଗାଇ ଦିଆଯାଉଛି । ଜଳ ଓ ପରିମଳ ବ୍ୟବସ୍ଥାର ଉନ୍ନତି ଯୋଗୁ ଜଳବାହିତ ରୋଗ ହ୍ରାସ ପାଇଛି । ସରକାରଙ୍କ ବିଭିନ୍ନ ଯୋଜନା ଯୋଗୁ ଲୋକଙ୍କ ଜୀବନଧାରଣ ମାନରେ ପରିବର୍ତ୍ତନ ଆସିଛି । ମାତ୍ର ଦୁର୍ଗମ ଅଞ୍ଚଳରେ ଏବେ ବି ସ୍ୱାସ୍ଥ୍ୟ ସେବା ପହଞ୍ଚିପାରୁନାହିଁ । ଏଥିପାଇଁ ଭ୍ରାମ୍ୟମାଣ ସ୍ୱାସ୍ଥ୍ୟ ୟୁନିଟ୍ ମୁତୟନ କରାଯାଉଛି । ଲୋକଙ୍କ ସଚେତନତା ବୃଦ୍ଧି ପାଇଁ ବିଭିନ୍ନ ଅଭିଯାନ ଚଳାଯାଉଛି । [12, 295, 354, 506]
answer-cell: 2 [205, 2136, 222, 2147]
contact-email-1[interactable]: E-mail:dharitripress@gmail.com [1218, 2233, 1404, 2247]
maneka-gandhi-photo [645, 517, 717, 589]
prafulla-kar-photo [645, 1379, 717, 1451]
sudoku-cell[interactable] [304, 2000, 338, 2034]
answer-cell: 7 [222, 2136, 239, 2147]
sudoku-header [8, 1660, 358, 1714]
answer-cell: 1 [305, 2094, 322, 2105]
answer-cell: 4 [205, 2126, 222, 2137]
sudoku-cell[interactable] [235, 1724, 269, 1758]
answer-cell: 3 [255, 2094, 272, 2105]
pathak-text: କେନ୍ଦ୍ରରେ ସୂଚନା ଅଧିକାର ଆଇନ ଲାଗୁ ହେବା ପରେ ଦେଶର ନାଗରିକମାନେ ସରକାରୀ କାର୍ଯ୍ୟ ସମ୍ପର୍କରେ ତଥ୍ୟ ପାଇବାର ସୁଯୋଗ ପାଇଛନ୍ତି । କିନ୍ତୁ ଅନେକ ବିଭାଗରେ ଏବେ ବି ସୂଚନା ଦେବାରେ ଗଡ଼ିମସି କରାଯାଉଛି । ଆବେଦନକାରୀଙ୍କୁ ନିର୍ଦ୍ଧାରିତ ସମୟସୀମା ମଧ୍ୟରେ ସୂଚନା ମିଳୁନାହିଁ । ଅଧିକାରୀମାନେ ବିଭିନ୍ନ ବାହାନା ଦେଖାଇ ସୂଚନା ଦେବାରୁ ଦୂରେଇ ରହୁଛନ୍ତି । ଏହା ଆଇନର ମୂଳ ଉଦ୍ଦେଶ୍ୟକୁ ବ୍ୟାହତ କରୁଛି । [757, 1957, 1117, 2031]
answer-cell: 7 [322, 2094, 339, 2105]
sudoku-cell[interactable]: 8 [200, 1827, 234, 1861]
sudoku-cell[interactable]: 2 [131, 1896, 165, 1930]
sudoku-cell[interactable] [200, 2000, 234, 2034]
sudoku-cell[interactable] [28, 1724, 62, 1758]
answer-cell: 5 [288, 2073, 305, 2084]
divider [8, 1650, 358, 1651]
answer-cell: 8 [222, 2157, 239, 2168]
answer-cell: 8 [272, 2073, 289, 2084]
bichara-pakshi-title: ବିଚରା ଜାତୀୟ ପକ୍ଷୀ [1216, 10, 1466, 50]
answer-cell: 4 [288, 2115, 305, 2126]
suchana-title: ସୂଚନା ଅଧିକାର ଉପରେ ଆକ୍ରମଣ [419, 2200, 711, 2225]
murti-bisarjan-salutation: ମହାଶୟ, [395, 1954, 433, 1967]
chirantani-title: ଚିରନ୍ତନୀ [23, 15, 152, 50]
bichara-pakshi-author: ଶିଶିର କୁମାର ପରିଜା [1282, 66, 1400, 84]
pranink-sangeet-title: ପ୍ରାଣୀଙ୍କ ସଙ୍ଗୀତ ରୁଚି [475, 94, 1079, 168]
sudoku-prev-answer [204, 2072, 356, 2169]
sudoku-cell[interactable]: 6 [304, 1758, 338, 1792]
sudoku-cell[interactable]: 6 [235, 1862, 269, 1896]
pathak-author: ଉଦୟନାଥ ପ୍ରଧାନ, ସାରଙ୍ଗ, ପୁରୀ [865, 2160, 1031, 2174]
sudoku-cell[interactable] [62, 1758, 96, 1792]
sudoku-cell[interactable]: 4 [62, 1896, 96, 1930]
answer-cell: 7 [272, 2084, 289, 2095]
contact-letters-note: କେବଳ ସମ୍ପାଦକୀୟ ପୃଷ୍ଠା ପାଇଁ ଲେଖା, ଚିଠି ଓ ଖବର ପାଇଁ ବ୍ୟବହାର କରନ୍ତୁ : [1164, 2217, 1458, 2228]
